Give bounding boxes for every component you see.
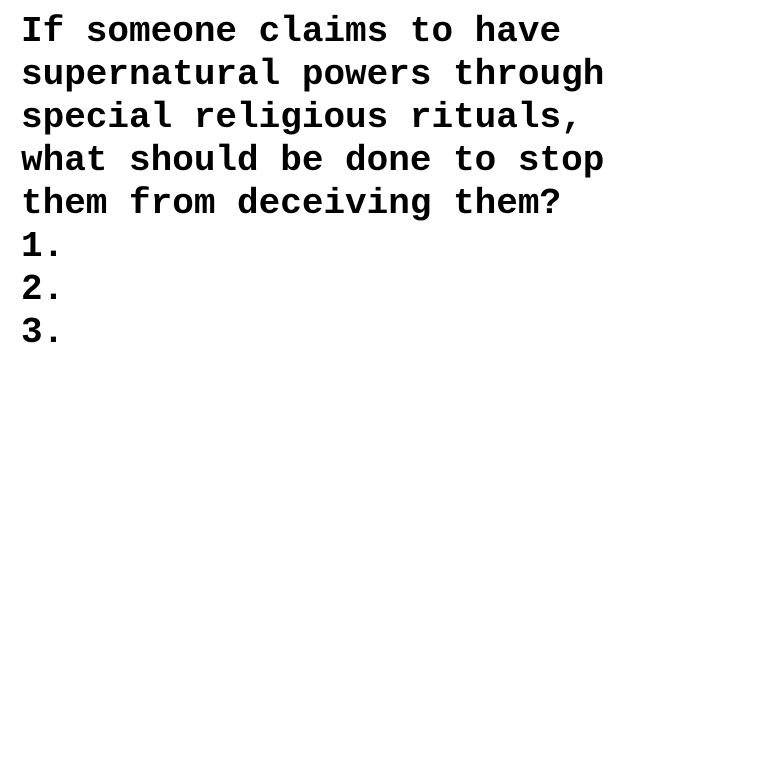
question-line-5: them from deceiving them? — [21, 183, 562, 224]
list-item-1: 1. — [21, 226, 65, 267]
document-page — [21, 10, 741, 354]
question-line-4: what should be done to stop — [21, 140, 605, 181]
list-item-2: 2. — [21, 269, 65, 310]
question-line-3: special religious rituals, — [21, 97, 583, 138]
question-line-1: If someone claims to have — [21, 11, 562, 52]
list-item-3: 3. — [21, 312, 65, 353]
empty-numbered-list — [21, 225, 741, 354]
question-text — [21, 10, 741, 225]
question-line-2: supernatural powers through — [21, 54, 605, 95]
